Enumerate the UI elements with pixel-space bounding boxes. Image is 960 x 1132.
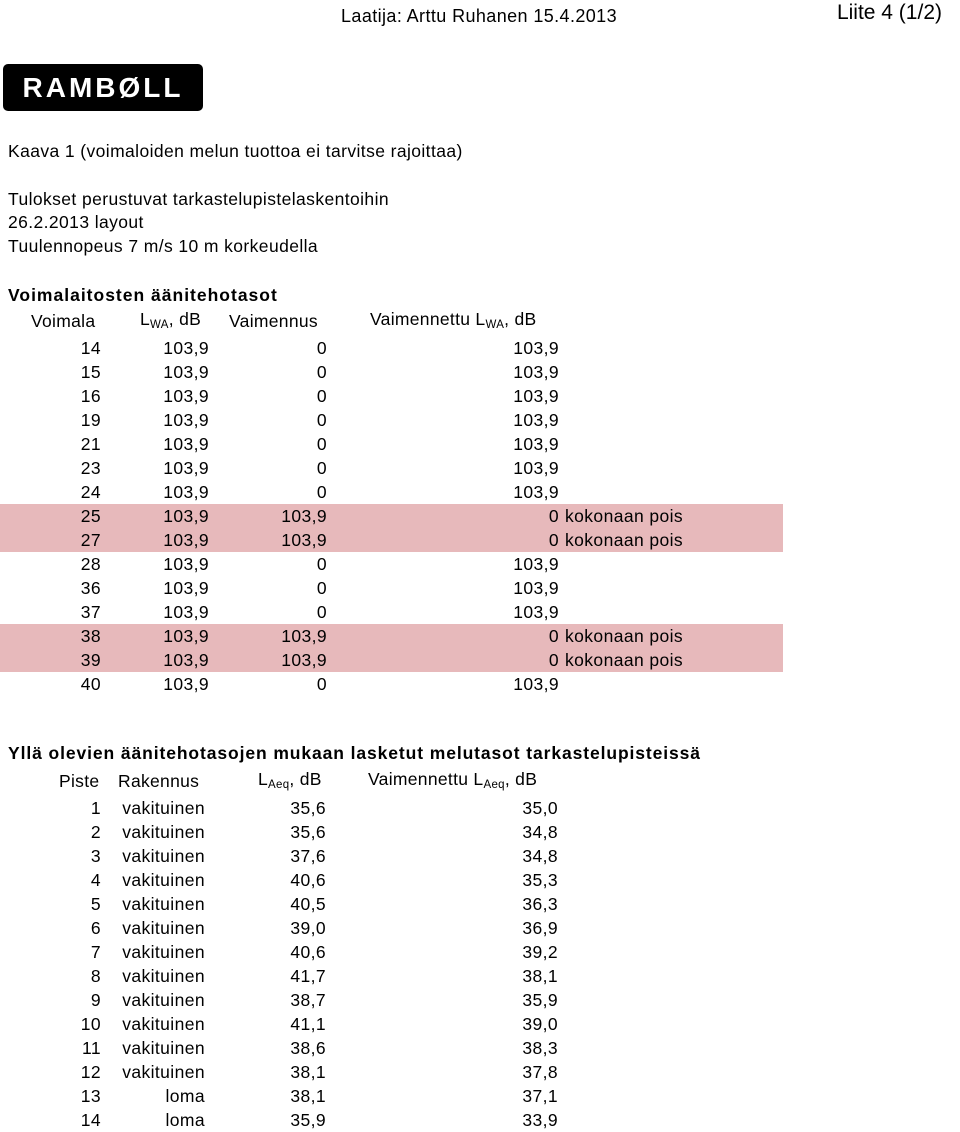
turbine-id: 23	[80, 458, 101, 478]
point-id: 9	[90, 990, 101, 1010]
point-id: 7	[90, 942, 101, 962]
point-damped: 36,3	[522, 894, 558, 914]
point-id: 1	[90, 798, 101, 818]
turbine-damping: 0	[316, 482, 327, 502]
point-id: 5	[90, 894, 101, 914]
turbine-damped: 103,9	[513, 602, 559, 622]
table-row	[0, 892, 600, 916]
turbine-note: kokonaan pois	[565, 506, 684, 526]
point-building: loma	[165, 1086, 205, 1106]
table-row	[0, 360, 783, 384]
ramboll-logo	[3, 64, 203, 111]
turbine-id: 24	[80, 482, 101, 502]
point-building: vakituinen	[122, 1014, 205, 1034]
point-laeq: 39,0	[290, 918, 326, 938]
turbine-lwa: 103,9	[163, 602, 209, 622]
table-row	[0, 1036, 600, 1060]
turbine-id: 21	[80, 434, 101, 454]
table-row	[0, 624, 783, 648]
table-row	[0, 844, 600, 868]
point-building: vakituinen	[122, 798, 205, 818]
turbine-damped: 103,9	[513, 362, 559, 382]
table-row	[0, 964, 600, 988]
point-laeq: 41,1	[290, 1014, 326, 1034]
point-laeq: 35,6	[290, 822, 326, 842]
turbine-id: 38	[80, 626, 101, 646]
turbine-damping: 0	[316, 410, 327, 430]
turbine-damping: 103,9	[281, 650, 327, 670]
turbine-lwa: 103,9	[163, 530, 209, 550]
turbine-damped: 103,9	[513, 386, 559, 406]
col-damped-unit: , dB	[504, 309, 537, 329]
turbine-damped: 0	[548, 626, 559, 646]
point-building: vakituinen	[122, 870, 205, 890]
table-row	[0, 1108, 600, 1132]
point-building: vakituinen	[122, 846, 205, 866]
table-row	[0, 868, 600, 892]
table-row	[0, 648, 783, 672]
turbine-damped: 103,9	[513, 434, 559, 454]
turbine-damped: 0	[548, 530, 559, 550]
table-row	[0, 528, 783, 552]
point-damped: 34,8	[522, 822, 558, 842]
turbine-lwa: 103,9	[163, 386, 209, 406]
table-row	[0, 408, 783, 432]
turbine-damping: 0	[316, 674, 327, 694]
col-damped-laeq-main: Vaimennettu L	[368, 769, 484, 789]
col-damped-laeq-sub: Aeq	[483, 779, 505, 791]
points-heading: Yllä olevien äänitehotasojen mukaan lasketut melutasot tarkastelupisteissä	[8, 743, 701, 763]
point-building: vakituinen	[122, 990, 205, 1010]
point-id: 2	[90, 822, 101, 842]
turbine-lwa: 103,9	[163, 482, 209, 502]
table-row	[0, 820, 600, 844]
point-building: loma	[165, 1110, 205, 1130]
turbine-lwa: 103,9	[163, 434, 209, 454]
turbine-damping: 0	[316, 578, 327, 598]
point-laeq: 38,1	[290, 1062, 326, 1082]
basis-line: Tulokset perustuvat tarkastelupistelaskentoihin	[8, 189, 389, 209]
col-laeq-header	[258, 769, 322, 790]
turbine-lwa: 103,9	[163, 338, 209, 358]
point-damped: 34,8	[522, 846, 558, 866]
turbine-id: 39	[80, 650, 101, 670]
col-damping-header: Vaimennus	[229, 311, 318, 331]
point-building: vakituinen	[122, 942, 205, 962]
point-damped: 37,8	[522, 1062, 558, 1082]
col-lwa-main: L	[140, 309, 151, 329]
turbine-lwa: 103,9	[163, 410, 209, 430]
table-row	[0, 672, 783, 696]
table-row	[0, 504, 783, 528]
turbine-damping: 0	[316, 362, 327, 382]
appendix-label: Liite 4 (1/2)	[836, 1, 942, 24]
turbine-lwa: 103,9	[163, 554, 209, 574]
point-building: vakituinen	[122, 1038, 205, 1058]
turbine-damped: 103,9	[513, 554, 559, 574]
point-damped: 37,1	[522, 1086, 558, 1106]
point-damped: 35,3	[522, 870, 558, 890]
turbine-note: kokonaan pois	[565, 626, 684, 646]
table-row	[0, 480, 783, 504]
col-damped-laeq-header	[368, 769, 537, 790]
point-id: 8	[90, 966, 101, 986]
point-laeq: 35,9	[290, 1110, 326, 1130]
col-laeq-unit: , dB	[289, 769, 322, 789]
point-id: 14	[80, 1110, 101, 1130]
turbine-lwa: 103,9	[163, 506, 209, 526]
point-id: 3	[90, 846, 101, 866]
table-row	[0, 796, 600, 820]
turbine-id: 14	[80, 338, 101, 358]
table-row	[0, 336, 783, 360]
turbine-lwa: 103,9	[163, 674, 209, 694]
col-damped-sub: WA	[485, 319, 505, 331]
turbine-lwa: 103,9	[163, 650, 209, 670]
point-damped: 38,1	[522, 966, 558, 986]
author-line: Laatija: Arttu Ruhanen 15.4.2013	[341, 6, 618, 26]
turbine-id: 27	[80, 530, 101, 550]
turbine-damping: 0	[316, 602, 327, 622]
col-building-header: Rakennus	[118, 771, 200, 791]
point-building: vakituinen	[122, 966, 205, 986]
col-damped-laeq-unit: , dB	[504, 769, 538, 789]
turbine-lwa: 103,9	[163, 626, 209, 646]
point-id: 4	[90, 870, 101, 890]
point-damped: 39,0	[522, 1014, 558, 1034]
turbine-id: 19	[80, 410, 101, 430]
turbine-damping: 103,9	[281, 506, 327, 526]
turbine-lwa: 103,9	[163, 578, 209, 598]
table-row	[0, 1084, 600, 1108]
turbine-damping: 0	[316, 458, 327, 478]
turbine-id: 40	[80, 674, 101, 694]
table-row	[0, 600, 783, 624]
turbine-damping: 0	[316, 434, 327, 454]
point-damped: 38,3	[522, 1038, 558, 1058]
turbine-damping: 103,9	[281, 626, 327, 646]
turbine-id: 36	[80, 578, 101, 598]
turbine-lwa: 103,9	[163, 458, 209, 478]
table-row	[0, 552, 783, 576]
point-laeq: 40,6	[290, 942, 326, 962]
turbine-damped: 103,9	[513, 338, 559, 358]
turbine-damped: 0	[548, 506, 559, 526]
table-row	[0, 456, 783, 480]
table-row	[0, 988, 600, 1012]
turbine-damping: 0	[316, 554, 327, 574]
point-damped: 35,9	[522, 990, 558, 1010]
table-row	[0, 1012, 600, 1036]
turbine-damping: 0	[316, 338, 327, 358]
point-damped: 39,2	[522, 942, 558, 962]
point-laeq: 38,6	[290, 1038, 326, 1058]
col-lwa-header	[140, 309, 201, 330]
turbine-damped: 103,9	[513, 674, 559, 694]
point-laeq: 37,6	[290, 846, 326, 866]
col-turbine-header: Voimala	[31, 311, 96, 331]
point-laeq: 40,5	[290, 894, 326, 914]
turbine-damped: 103,9	[513, 482, 559, 502]
wind-line: Tuulennopeus 7 m/s 10 m korkeudella	[8, 236, 319, 256]
turbine-damping: 0	[316, 386, 327, 406]
table-row	[0, 384, 783, 408]
turbines-heading: Voimalaitosten äänitehotasot	[8, 285, 278, 305]
point-id: 11	[82, 1038, 101, 1058]
point-laeq: 38,1	[290, 1086, 326, 1106]
point-building: vakituinen	[122, 918, 205, 938]
point-building: vakituinen	[122, 894, 205, 914]
turbine-id: 37	[80, 602, 101, 622]
point-laeq: 38,7	[290, 990, 326, 1010]
col-point-header: Piste	[59, 771, 100, 791]
point-building: vakituinen	[122, 822, 205, 842]
turbine-damped: 103,9	[513, 410, 559, 430]
turbine-lwa: 103,9	[163, 362, 209, 382]
case-title: Kaava 1 (voimaloiden melun tuottoa ei tarvitse rajoittaa)	[8, 141, 463, 161]
turbine-id: 25	[80, 506, 101, 526]
turbine-id: 16	[80, 386, 101, 406]
point-laeq: 35,6	[290, 798, 326, 818]
point-damped: 36,9	[522, 918, 558, 938]
turbine-damping: 103,9	[281, 530, 327, 550]
table-row	[0, 940, 600, 964]
turbine-id: 15	[80, 362, 101, 382]
point-damped: 33,9	[522, 1110, 558, 1130]
col-damped-main: Vaimennettu L	[370, 309, 486, 329]
point-damped: 35,0	[522, 798, 558, 818]
col-damped-header	[370, 309, 537, 330]
col-laeq-sub: Aeq	[268, 779, 290, 791]
turbine-note: kokonaan pois	[565, 650, 684, 670]
col-lwa-unit: , dB	[168, 309, 202, 329]
col-laeq-main: L	[258, 769, 269, 789]
logo-text: RAMBØLL	[22, 72, 184, 103]
point-id: 6	[90, 918, 101, 938]
turbine-damped: 103,9	[513, 458, 559, 478]
point-laeq: 40,6	[290, 870, 326, 890]
point-building: vakituinen	[122, 1062, 205, 1082]
col-lwa-sub: WA	[150, 319, 169, 331]
table-row	[0, 916, 600, 940]
table-row	[0, 1060, 600, 1084]
table-row	[0, 576, 783, 600]
table-row	[0, 432, 783, 456]
layout-line: 26.2.2013 layout	[8, 212, 144, 232]
point-id: 10	[80, 1014, 101, 1034]
turbine-id: 28	[80, 554, 101, 574]
point-id: 13	[80, 1086, 101, 1106]
point-laeq: 41,7	[290, 966, 326, 986]
turbine-damped: 0	[548, 650, 559, 670]
turbine-note: kokonaan pois	[565, 530, 684, 550]
turbine-damped: 103,9	[513, 578, 559, 598]
point-id: 12	[80, 1062, 101, 1082]
